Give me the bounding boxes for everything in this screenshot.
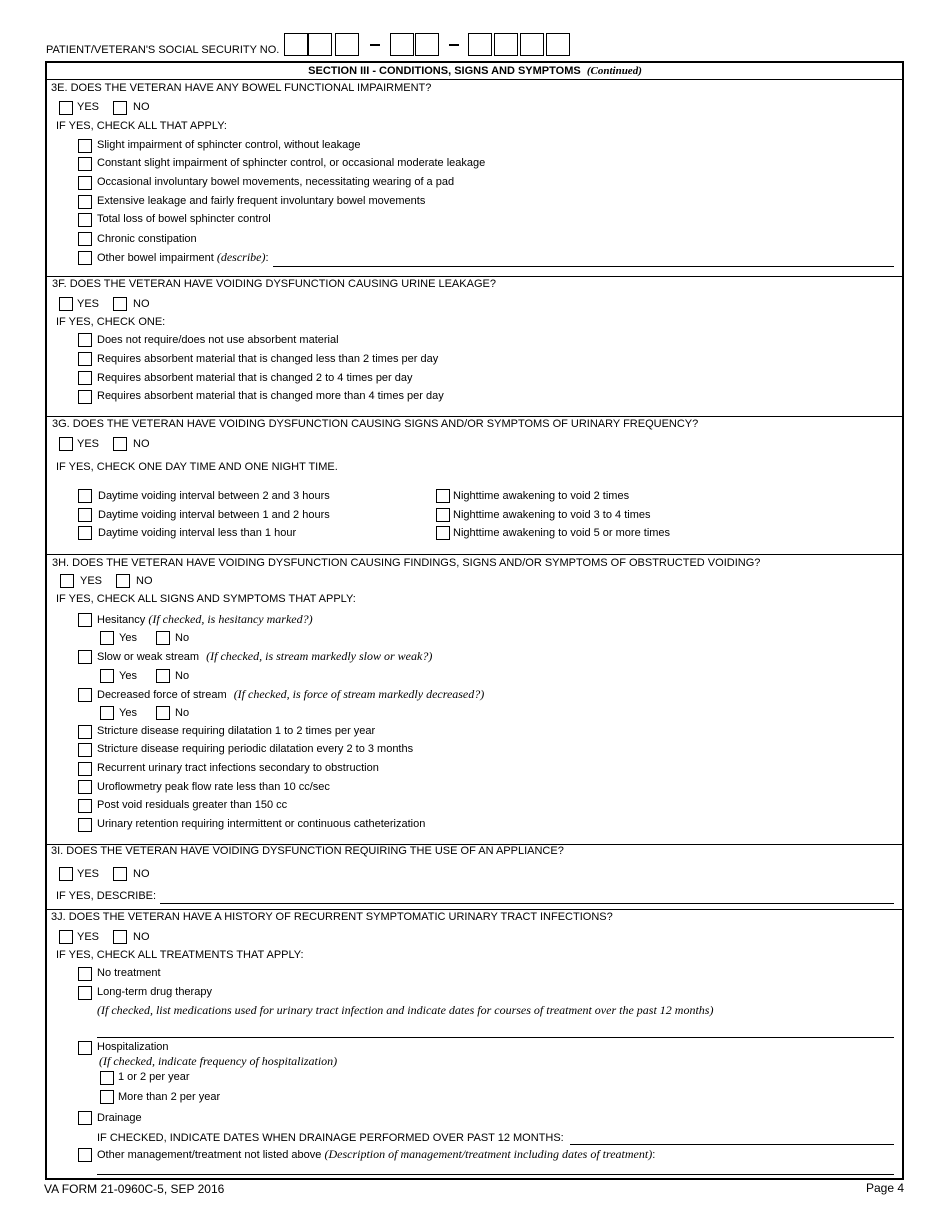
ssn-dash: [370, 44, 380, 46]
q3e-option-label: Total loss of bowel sphincter control: [97, 213, 271, 225]
q3j-yes-checkbox[interactable]: [59, 930, 73, 944]
q3f-no-label: NO: [133, 298, 150, 310]
q3g-night-checkbox[interactable]: [436, 526, 450, 540]
q3e-other-checkbox[interactable]: [78, 251, 92, 265]
q3h-no-checkbox[interactable]: [116, 574, 130, 588]
q3e-option-checkbox[interactable]: [78, 139, 92, 153]
q3e-option-label: Chronic constipation: [97, 233, 197, 245]
ssn-digit-box[interactable]: [494, 33, 518, 56]
q3e-option-checkbox[interactable]: [78, 213, 92, 227]
q3h-option-checkbox[interactable]: [78, 780, 92, 794]
q3h-slow-stream-yes-label: Yes: [119, 670, 137, 682]
q3e-no-label: NO: [133, 101, 150, 113]
section-divider: [47, 909, 903, 910]
q3j-other-checkbox[interactable]: [78, 1148, 92, 1162]
q3h-decreased-force-no-label: No: [175, 707, 190, 719]
q3h-question: 3H. DOES THE VETERAN HAVE VOIDING DYSFUNCTION CAUSING FINDINGS, SIGNS AND/OR SYMPTOMS OF OBSTRUCTED VOIDING?: [52, 557, 761, 569]
q3j-hosp-option-checkbox[interactable]: [100, 1071, 114, 1085]
q3j-drug-therapy-checkbox[interactable]: [78, 986, 92, 1000]
section-title: [47, 65, 903, 78]
q3g-yes-label: YES: [77, 438, 100, 450]
q3j-drainage-dates-label: IF CHECKED, INDICATE DATES WHEN DRAINAGE PERFORMED OVER PAST 12 MONTHS:: [97, 1132, 564, 1144]
q3f-option-label: Requires absorbent material that is changed more than 4 times per day: [97, 390, 444, 402]
q3j-other-note: (Description of management/treatment including dates of treatment): [324, 1147, 653, 1161]
q3j-question: 3J. DOES THE VETERAN HAVE A HISTORY OF RECURRENT SYMPTOMATIC URINARY TRACT INFECTIONS?: [51, 911, 613, 923]
q3i-describe-label: IF YES, DESCRIBE:: [56, 890, 157, 902]
q3e-option-checkbox[interactable]: [78, 176, 92, 190]
page-number: Page 4: [866, 1181, 905, 1195]
q3i-describe-input[interactable]: [160, 903, 894, 904]
q3h-option-label: Stricture disease requiring periodic dilatation every 2 to 3 months: [97, 743, 414, 755]
q3h-instruction: IF YES, CHECK ALL SIGNS AND SYMPTOMS THAT APPLY:: [56, 593, 356, 605]
q3j-instruction: IF YES, CHECK ALL TREATMENTS THAT APPLY:: [56, 949, 304, 961]
q3h-hesitancy-no-label: No: [175, 632, 190, 644]
q3h-decreased-force-label: [97, 688, 484, 702]
q3j-no-treatment-label: No treatment: [97, 967, 161, 979]
q3g-day-checkbox[interactable]: [78, 508, 92, 522]
q3h-option-checkbox[interactable]: [78, 725, 92, 739]
section-continued: (Continued): [586, 65, 642, 77]
q3h-hesitancy-no-checkbox[interactable]: [156, 631, 170, 645]
q3h-option-label: Recurrent urinary tract infections secondary to obstruction: [97, 762, 379, 774]
q3j-drainage-dates-input[interactable]: [570, 1144, 894, 1145]
section-divider: [47, 79, 903, 80]
q3g-no-label: NO: [133, 438, 150, 450]
section-divider: [47, 554, 903, 555]
q3j-hosp-option-checkbox[interactable]: [100, 1090, 114, 1104]
q3h-yes-checkbox[interactable]: [60, 574, 74, 588]
q3h-hesitancy-checkbox[interactable]: [78, 613, 92, 627]
q3j-hosp-option-label: 1 or 2 per year: [118, 1071, 190, 1083]
q3f-option-checkbox[interactable]: [78, 390, 92, 404]
ssn-digit-box[interactable]: [308, 33, 332, 56]
q3h-slow-stream-note: (If checked, is stream markedly slow or weak?): [206, 649, 433, 663]
q3e-option-label: Extensive leakage and fairly frequent involuntary bowel movements: [97, 195, 426, 207]
q3h-option-checkbox[interactable]: [78, 799, 92, 813]
q3g-question: 3G. DOES THE VETERAN HAVE VOIDING DYSFUNCTION CAUSING SIGNS AND/OR SYMPTOMS OF URINARY FREQUENCY?: [52, 418, 699, 430]
q3h-slow-stream-no-label: No: [175, 670, 190, 682]
q3h-slow-stream-checkbox[interactable]: [78, 650, 92, 664]
q3h-decreased-force-note: (If checked, is force of stream markedly decreased?): [233, 687, 485, 701]
q3i-no-checkbox[interactable]: [113, 867, 127, 881]
q3h-hesitancy-yes-checkbox[interactable]: [100, 631, 114, 645]
q3i-question: 3I. DOES THE VETERAN HAVE VOIDING DYSFUNCTION REQUIRING THE USE OF AN APPLIANCE?: [51, 845, 564, 857]
section-divider: [47, 416, 903, 417]
q3e-other-label: [97, 251, 269, 265]
q3e-option-checkbox[interactable]: [78, 157, 92, 171]
q3j-hospitalization-note: (If checked, indicate frequency of hospitalization): [99, 1054, 338, 1068]
ssn-dash: [449, 44, 459, 46]
q3j-other-text: Other management/treatment not listed above: [97, 1149, 322, 1161]
q3g-day-label: Daytime voiding interval between 1 and 2 hours: [98, 509, 330, 521]
q3g-day-label: Daytime voiding interval less than 1 hour: [98, 527, 297, 539]
q3e-yes-label: YES: [77, 101, 100, 113]
ssn-digit-box[interactable]: [468, 33, 492, 56]
q3j-other-colon: :: [652, 1149, 656, 1161]
q3h-option-label: Stricture disease requiring dilatation 1 to 2 times per year: [97, 725, 376, 737]
q3g-instruction: IF YES, CHECK ONE DAY TIME AND ONE NIGHT TIME.: [56, 461, 338, 473]
q3g-day-checkbox[interactable]: [78, 489, 92, 503]
section-divider: [47, 276, 903, 277]
q3g-no-checkbox[interactable]: [113, 437, 127, 451]
q3e-option-label: Occasional involuntary bowel movements, necessitating wearing of a pad: [97, 176, 455, 188]
q3h-slow-stream-no-checkbox[interactable]: [156, 669, 170, 683]
q3h-option-checkbox[interactable]: [78, 762, 92, 776]
q3h-decreased-force-checkbox[interactable]: [78, 688, 92, 702]
q3h-no-label: NO: [136, 575, 153, 587]
q3j-drug-therapy-input[interactable]: [97, 1037, 894, 1038]
section-title-text: SECTION III - CONDITIONS, SIGNS AND SYMPTOMS: [308, 65, 581, 77]
ssn-digit-box[interactable]: [284, 33, 308, 56]
q3h-option-label: Post void residuals greater than 150 cc: [97, 799, 288, 811]
q3j-yes-label: YES: [77, 931, 100, 943]
q3g-yes-checkbox[interactable]: [59, 437, 73, 451]
q3e-other-colon: :: [265, 252, 269, 264]
q3e-instruction: IF YES, CHECK ALL THAT APPLY:: [56, 120, 227, 132]
q3h-yes-label: YES: [80, 575, 103, 587]
q3h-decreased-force-text: Decreased force of stream: [97, 689, 227, 701]
q3h-option-label: Uroflowmetry peak flow rate less than 10 cc/sec: [97, 781, 330, 793]
q3i-yes-checkbox[interactable]: [59, 867, 73, 881]
q3f-yes-checkbox[interactable]: [59, 297, 73, 311]
q3f-option-checkbox[interactable]: [78, 371, 92, 385]
q3h-slow-stream-label: [97, 650, 432, 664]
q3j-drainage-label: Drainage: [97, 1112, 142, 1124]
q3j-no-checkbox[interactable]: [113, 930, 127, 944]
q3h-decreased-force-no-checkbox[interactable]: [156, 706, 170, 720]
q3h-slow-stream-yes-checkbox[interactable]: [100, 669, 114, 683]
q3e-other-describe: (describe): [216, 250, 266, 264]
q3f-instruction: IF YES, CHECK ONE:: [56, 316, 166, 328]
ssn-digit-box[interactable]: [520, 33, 544, 56]
q3g-night-label: Nighttime awakening to void 3 to 4 times: [453, 509, 651, 521]
form-id: VA FORM 21-0960C-5, SEP 2016: [44, 1182, 225, 1196]
q3f-option-label: Does not require/does not use absorbent material: [97, 334, 339, 346]
q3j-drug-therapy-label: Long-term drug therapy: [97, 986, 212, 998]
q3h-slow-stream-text: Slow or weak stream: [97, 651, 200, 663]
q3h-hesitancy-label: [97, 613, 313, 627]
q3j-drainage-checkbox[interactable]: [78, 1111, 92, 1125]
q3e-option-checkbox[interactable]: [78, 232, 92, 246]
q3f-no-checkbox[interactable]: [113, 297, 127, 311]
q3j-no-treatment-checkbox[interactable]: [78, 967, 92, 981]
q3h-decreased-force-yes-label: Yes: [119, 707, 137, 719]
ssn-digit-box[interactable]: [335, 33, 359, 56]
ssn-label: PATIENT/VETERAN'S SOCIAL SECURITY NO.: [46, 44, 280, 56]
ssn-digit-box[interactable]: [546, 33, 570, 56]
q3j-other-label: [97, 1148, 655, 1162]
q3e-question: 3E. DOES THE VETERAN HAVE ANY BOWEL FUNCTIONAL IMPAIRMENT?: [51, 82, 432, 94]
q3e-other-text: Other bowel impairment: [97, 252, 214, 264]
q3h-option-checkbox[interactable]: [78, 743, 92, 757]
q3j-hospitalization-checkbox[interactable]: [78, 1041, 92, 1055]
ssn-digit-box[interactable]: [415, 33, 439, 56]
q3h-hesitancy-yes-label: Yes: [119, 632, 137, 644]
q3e-no-checkbox[interactable]: [113, 101, 127, 115]
ssn-digit-box[interactable]: [390, 33, 414, 56]
q3j-no-label: NO: [133, 931, 150, 943]
q3g-night-checkbox[interactable]: [436, 489, 450, 503]
q3f-yes-label: YES: [77, 298, 100, 310]
q3h-hesitancy-text: Hesitancy: [97, 614, 146, 626]
q3e-option-checkbox[interactable]: [78, 195, 92, 209]
q3f-question: 3F. DOES THE VETERAN HAVE VOIDING DYSFUNCTION CAUSING URINE LEAKAGE?: [52, 278, 496, 290]
q3j-other-input[interactable]: [97, 1174, 894, 1175]
q3f-option-checkbox[interactable]: [78, 352, 92, 366]
q3e-option-label: Slight impairment of sphincter control, without leakage: [97, 139, 361, 151]
q3h-hesitancy-note: (If checked, is hesitancy marked?): [148, 612, 313, 626]
q3h-option-label: Urinary retention requiring intermittent or continuous catheterization: [97, 818, 426, 830]
q3g-night-label: Nighttime awakening to void 5 or more times: [453, 527, 671, 539]
q3e-yes-checkbox[interactable]: [59, 101, 73, 115]
q3g-day-label: Daytime voiding interval between 2 and 3 hours: [98, 490, 330, 502]
q3h-option-checkbox[interactable]: [78, 818, 92, 832]
q3h-decreased-force-yes-checkbox[interactable]: [100, 706, 114, 720]
q3i-yes-label: YES: [77, 868, 100, 880]
q3f-option-label: Requires absorbent material that is changed 2 to 4 times per day: [97, 372, 413, 384]
q3j-drug-therapy-note: (If checked, list medications used for urinary tract infection and indicate dates for courses of treatment over the past 12 months): [97, 1003, 714, 1017]
q3e-option-label: Constant slight impairment of sphincter control, or occasional moderate leakage: [97, 157, 486, 169]
q3i-no-label: NO: [133, 868, 150, 880]
q3j-hospitalization-label: Hospitalization: [97, 1041, 169, 1053]
q3e-other-input[interactable]: [273, 266, 894, 267]
q3g-night-checkbox[interactable]: [436, 508, 450, 522]
q3f-option-label: Requires absorbent material that is changed less than 2 times per day: [97, 353, 439, 365]
q3j-hosp-option-label: More than 2 per year: [118, 1091, 221, 1103]
q3f-option-checkbox[interactable]: [78, 333, 92, 347]
q3g-day-checkbox[interactable]: [78, 526, 92, 540]
q3g-night-label: Nighttime awakening to void 2 times: [453, 490, 630, 502]
